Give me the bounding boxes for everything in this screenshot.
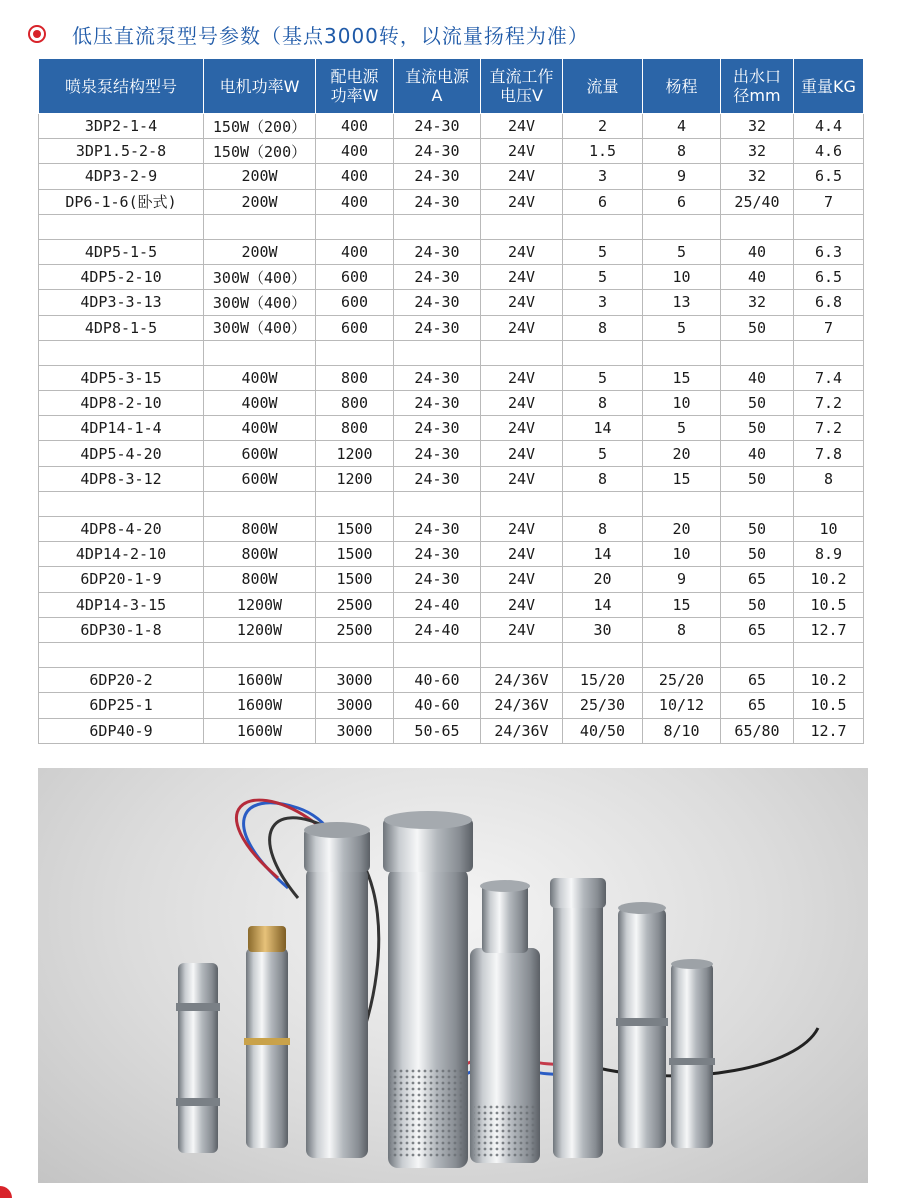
corner-decoration	[0, 1186, 12, 1198]
table-cell: 10.5	[794, 592, 864, 617]
table-cell	[643, 491, 721, 516]
table-cell: 3	[563, 290, 643, 315]
table-cell: 24-30	[394, 189, 481, 214]
column-header: 直流电源 A	[394, 59, 481, 114]
table-cell: 4DP5-1-5	[39, 239, 204, 264]
table-cell: 4DP3-2-9	[39, 164, 204, 189]
table-cell: 1500	[316, 517, 394, 542]
table-cell: 800	[316, 365, 394, 390]
table-cell: 6	[643, 189, 721, 214]
table-cell: 10.2	[794, 668, 864, 693]
table-cell: 12.7	[794, 718, 864, 743]
table-cell: 24V	[481, 391, 563, 416]
table-cell: 1600W	[204, 693, 316, 718]
table-cell	[316, 340, 394, 365]
table-cell	[204, 340, 316, 365]
table-cell: 24V	[481, 466, 563, 491]
table-cell	[39, 214, 204, 239]
table-cell: 5	[563, 441, 643, 466]
table-cell: 24V	[481, 239, 563, 264]
table-cell: 2500	[316, 617, 394, 642]
table-cell: 150W（200）	[204, 114, 316, 139]
table-cell: 8/10	[643, 718, 721, 743]
table-cell: 1600W	[204, 718, 316, 743]
table-cell: 50	[721, 391, 794, 416]
table-cell: 24V	[481, 189, 563, 214]
table-cell: 20	[643, 517, 721, 542]
table-cell: 2500	[316, 592, 394, 617]
table-cell: 32	[721, 114, 794, 139]
table-cell	[39, 642, 204, 667]
table-row	[39, 542, 864, 567]
table-row	[39, 567, 864, 592]
table-cell	[39, 340, 204, 365]
table-cell: 24-30	[394, 567, 481, 592]
table-cell	[721, 214, 794, 239]
table-cell: 800	[316, 391, 394, 416]
table-cell: 24-30	[394, 391, 481, 416]
table-cell: 24V	[481, 139, 563, 164]
table-cell: 24-40	[394, 617, 481, 642]
table-cell: 300W（400）	[204, 315, 316, 340]
page-title: 低压直流泵型号参数（基点3000转，以流量扬程为准）	[72, 23, 589, 48]
table-row	[39, 668, 864, 693]
table-cell: 15	[643, 466, 721, 491]
table-cell: 8	[563, 315, 643, 340]
table-cell: 50	[721, 517, 794, 542]
table-cell: 200W	[204, 239, 316, 264]
table-cell: 5	[643, 239, 721, 264]
table-cell: 400W	[204, 416, 316, 441]
table-cell: 24/36V	[481, 693, 563, 718]
table-cell: 300W（400）	[204, 265, 316, 290]
table-cell: 25/20	[643, 668, 721, 693]
column-header: 配电源 功率W	[316, 59, 394, 114]
column-header: 流量	[563, 59, 643, 114]
table-cell: 24V	[481, 265, 563, 290]
table-cell	[394, 340, 481, 365]
table-cell	[563, 642, 643, 667]
table-cell: 5	[643, 416, 721, 441]
table-cell: 8.9	[794, 542, 864, 567]
table-cell: 24-40	[394, 592, 481, 617]
table-cell: 24/36V	[481, 718, 563, 743]
table-row	[39, 114, 864, 139]
table-cell	[204, 491, 316, 516]
table-cell: 3000	[316, 718, 394, 743]
table-cell: 5	[643, 315, 721, 340]
column-header: 电机功率W	[204, 59, 316, 114]
table-cell: 4DP5-4-20	[39, 441, 204, 466]
table-spacer-row	[39, 491, 864, 516]
table-cell: 24V	[481, 617, 563, 642]
table-cell	[39, 491, 204, 516]
table-cell: 10.2	[794, 567, 864, 592]
column-header: 出水口 径mm	[721, 59, 794, 114]
table-cell	[794, 214, 864, 239]
table-cell: 50-65	[394, 718, 481, 743]
table-cell: 14	[563, 542, 643, 567]
table-cell: 4	[643, 114, 721, 139]
table-cell: 400	[316, 164, 394, 189]
table-cell	[643, 642, 721, 667]
table-cell: 24V	[481, 114, 563, 139]
table-spacer-row	[39, 642, 864, 667]
table-cell: 400W	[204, 365, 316, 390]
table-row	[39, 466, 864, 491]
table-cell	[721, 642, 794, 667]
table-cell: 40	[721, 441, 794, 466]
table-cell: 4DP5-3-15	[39, 365, 204, 390]
table-cell: 24-30	[394, 239, 481, 264]
table-cell: 6.8	[794, 290, 864, 315]
table-row	[39, 416, 864, 441]
table-cell: 4DP14-3-15	[39, 592, 204, 617]
table-cell	[794, 340, 864, 365]
table-cell: 15	[643, 592, 721, 617]
table-cell: 5	[563, 239, 643, 264]
table-cell: 10/12	[643, 693, 721, 718]
table-cell: 24-30	[394, 315, 481, 340]
table-cell: 15/20	[563, 668, 643, 693]
table-cell: 4DP14-1-4	[39, 416, 204, 441]
table-cell: 65	[721, 693, 794, 718]
table-cell: 1500	[316, 567, 394, 592]
table-cell: 24V	[481, 290, 563, 315]
table-cell: 24-30	[394, 164, 481, 189]
table-cell: 9	[643, 164, 721, 189]
table-cell: 3000	[316, 668, 394, 693]
table-cell	[394, 214, 481, 239]
table-row	[39, 265, 864, 290]
table-cell	[563, 491, 643, 516]
table-row	[39, 189, 864, 214]
table-cell: 65/80	[721, 718, 794, 743]
table-cell: 32	[721, 139, 794, 164]
table-cell: 7.8	[794, 441, 864, 466]
table-cell: 8	[563, 517, 643, 542]
table-cell: 4DP5-2-10	[39, 265, 204, 290]
table-cell: 24-30	[394, 265, 481, 290]
table-cell: 25/30	[563, 693, 643, 718]
table-cell: 32	[721, 164, 794, 189]
table-cell: 6.5	[794, 265, 864, 290]
table-cell: 40/50	[563, 718, 643, 743]
table-cell: 600	[316, 265, 394, 290]
table-cell: 150W（200）	[204, 139, 316, 164]
table-cell	[563, 214, 643, 239]
table-cell: 1200	[316, 441, 394, 466]
table-cell: 10.5	[794, 693, 864, 718]
table-cell: 5	[563, 365, 643, 390]
table-cell: 800W	[204, 517, 316, 542]
table-cell: 24-30	[394, 466, 481, 491]
table-cell: 800W	[204, 567, 316, 592]
table-row	[39, 239, 864, 264]
table-cell: 40	[721, 365, 794, 390]
table-cell	[481, 491, 563, 516]
table-cell: 24V	[481, 567, 563, 592]
table-cell: 24V	[481, 416, 563, 441]
table-cell: 600	[316, 290, 394, 315]
table-cell: 1.5	[563, 139, 643, 164]
table-cell: 20	[563, 567, 643, 592]
table-cell: 400W	[204, 391, 316, 416]
table-cell: 15	[643, 365, 721, 390]
table-cell	[316, 214, 394, 239]
table-cell: 6DP25-1	[39, 693, 204, 718]
table-cell: 7	[794, 189, 864, 214]
table-cell: 6.3	[794, 239, 864, 264]
table-row	[39, 718, 864, 743]
table-cell	[794, 642, 864, 667]
table-cell: 1600W	[204, 668, 316, 693]
table-cell: 1200W	[204, 592, 316, 617]
table-cell: 50	[721, 466, 794, 491]
table-cell: 6DP40-9	[39, 718, 204, 743]
table-cell: 400	[316, 114, 394, 139]
table-cell: 24V	[481, 164, 563, 189]
table-cell: 10	[643, 391, 721, 416]
table-cell: 800W	[204, 542, 316, 567]
table-cell	[481, 642, 563, 667]
table-row	[39, 290, 864, 315]
table-cell: 3DP1.5-2-8	[39, 139, 204, 164]
table-cell: 24V	[481, 517, 563, 542]
table-cell: 3000	[316, 693, 394, 718]
table-cell: 4DP8-1-5	[39, 315, 204, 340]
table-row	[39, 617, 864, 642]
table-cell: 2	[563, 114, 643, 139]
table-cell: 14	[563, 592, 643, 617]
table-cell: 10	[794, 517, 864, 542]
table-cell: 8	[563, 466, 643, 491]
table-cell	[721, 491, 794, 516]
table-spacer-row	[39, 214, 864, 239]
table-row	[39, 592, 864, 617]
table-cell: DP6-1-6(卧式)	[39, 189, 204, 214]
table-cell	[316, 642, 394, 667]
table-cell: 40	[721, 239, 794, 264]
table-cell: 600W	[204, 466, 316, 491]
table-cell: 50	[721, 315, 794, 340]
table-cell: 24-30	[394, 517, 481, 542]
table-cell	[481, 214, 563, 239]
table-cell: 24-30	[394, 416, 481, 441]
table-cell: 600	[316, 315, 394, 340]
pump-illustration	[38, 768, 868, 1183]
table-cell: 8	[643, 617, 721, 642]
table-cell: 32	[721, 290, 794, 315]
column-header: 喷泉泵结构型号	[39, 59, 204, 114]
table-cell: 50	[721, 592, 794, 617]
table-cell: 4.6	[794, 139, 864, 164]
table-cell: 25/40	[721, 189, 794, 214]
table-cell: 4DP8-2-10	[39, 391, 204, 416]
table-cell: 12.7	[794, 617, 864, 642]
table-row	[39, 164, 864, 189]
table-cell: 9	[643, 567, 721, 592]
table-cell: 6	[563, 189, 643, 214]
table-cell	[794, 491, 864, 516]
table-cell: 40	[721, 265, 794, 290]
table-cell: 13	[643, 290, 721, 315]
table-cell: 4DP8-4-20	[39, 517, 204, 542]
table-cell	[394, 491, 481, 516]
table-cell: 24V	[481, 592, 563, 617]
table-cell: 8	[794, 466, 864, 491]
table-row	[39, 139, 864, 164]
table-cell: 50	[721, 416, 794, 441]
table-cell: 400	[316, 189, 394, 214]
table-cell: 24/36V	[481, 668, 563, 693]
table-cell	[316, 491, 394, 516]
table-row	[39, 517, 864, 542]
title-bar	[28, 14, 589, 54]
column-header: 重量KG	[794, 59, 864, 114]
table-row	[39, 365, 864, 390]
table-row	[39, 441, 864, 466]
table-cell: 1200W	[204, 617, 316, 642]
table-row	[39, 391, 864, 416]
table-cell: 1200	[316, 466, 394, 491]
table-cell: 7.4	[794, 365, 864, 390]
table-cell	[204, 642, 316, 667]
table-cell: 5	[563, 265, 643, 290]
table-cell: 24-30	[394, 365, 481, 390]
table-cell: 24-30	[394, 114, 481, 139]
table-cell: 600W	[204, 441, 316, 466]
table-cell	[721, 340, 794, 365]
table-cell: 4.4	[794, 114, 864, 139]
table-cell: 7.2	[794, 391, 864, 416]
table-cell: 65	[721, 668, 794, 693]
table-cell: 10	[643, 542, 721, 567]
table-cell: 24-30	[394, 542, 481, 567]
table-cell: 7	[794, 315, 864, 340]
table-cell: 6DP20-2	[39, 668, 204, 693]
table-cell: 400	[316, 139, 394, 164]
table-cell: 4DP8-3-12	[39, 466, 204, 491]
table-cell: 40-60	[394, 668, 481, 693]
table-cell: 400	[316, 239, 394, 264]
table-cell: 4DP14-2-10	[39, 542, 204, 567]
target-bullet-icon	[28, 25, 46, 43]
table-cell: 50	[721, 542, 794, 567]
table-cell	[394, 642, 481, 667]
table-row	[39, 693, 864, 718]
table-header-row	[39, 59, 864, 114]
table-cell: 8	[563, 391, 643, 416]
table-cell: 40-60	[394, 693, 481, 718]
table-cell	[563, 340, 643, 365]
table-cell: 24-30	[394, 290, 481, 315]
table-cell	[481, 340, 563, 365]
table-cell: 1500	[316, 542, 394, 567]
table-spacer-row	[39, 340, 864, 365]
table-cell: 3	[563, 164, 643, 189]
spec-table	[38, 58, 864, 744]
table-cell	[204, 214, 316, 239]
table-cell: 8	[643, 139, 721, 164]
table-cell: 800	[316, 416, 394, 441]
table-cell: 3DP2-1-4	[39, 114, 204, 139]
table-cell: 30	[563, 617, 643, 642]
table-cell: 24V	[481, 365, 563, 390]
table-cell: 20	[643, 441, 721, 466]
table-cell: 6DP30-1-8	[39, 617, 204, 642]
table-cell: 7.2	[794, 416, 864, 441]
table-cell: 200W	[204, 189, 316, 214]
table-cell: 14	[563, 416, 643, 441]
table-row	[39, 315, 864, 340]
table-cell: 24V	[481, 441, 563, 466]
column-header: 杨程	[643, 59, 721, 114]
table-cell: 6.5	[794, 164, 864, 189]
table-cell: 200W	[204, 164, 316, 189]
table-cell: 24-30	[394, 441, 481, 466]
column-header: 直流工作 电压V	[481, 59, 563, 114]
table-cell: 300W（400）	[204, 290, 316, 315]
table-cell: 4DP3-3-13	[39, 290, 204, 315]
product-photo	[38, 768, 868, 1183]
table-cell: 24-30	[394, 139, 481, 164]
table-cell: 65	[721, 567, 794, 592]
table-cell: 24V	[481, 542, 563, 567]
table-body	[39, 114, 864, 744]
table-cell: 10	[643, 265, 721, 290]
table-cell: 24V	[481, 315, 563, 340]
table-cell	[643, 340, 721, 365]
table-cell: 6DP20-1-9	[39, 567, 204, 592]
table-cell	[643, 214, 721, 239]
table-cell: 65	[721, 617, 794, 642]
